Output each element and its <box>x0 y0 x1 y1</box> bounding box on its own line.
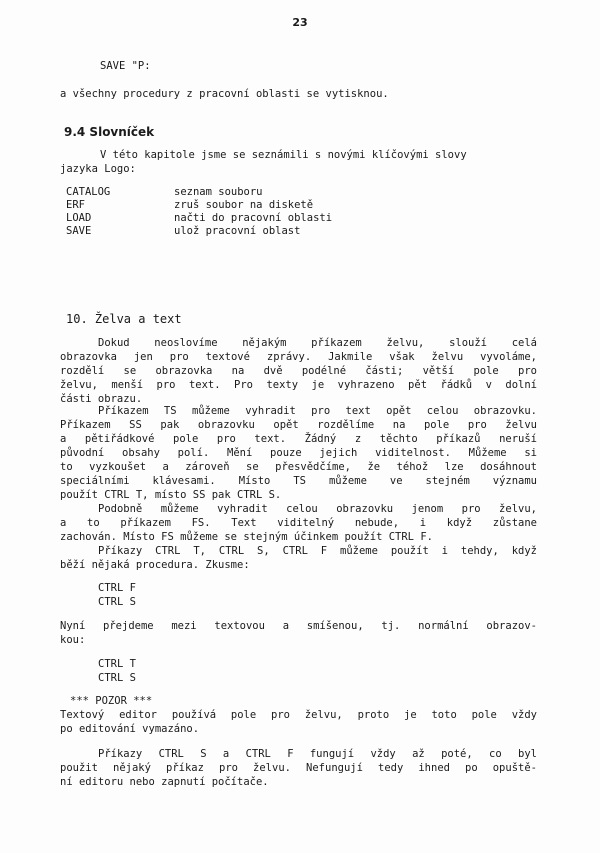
paragraph-line: Příkazy CTRL S a CTRL F fungují vždy až poté, co byl <box>98 748 537 760</box>
glossary-row <box>66 199 313 211</box>
code-line: CTRL S <box>98 596 136 608</box>
save-command-line: SAVE "P: <box>100 60 151 72</box>
page-number: 23 <box>292 16 308 29</box>
glossary-description: zruš soubor na disketě <box>174 199 314 211</box>
paragraph-line: speciálními klávesami. Místo TS můžeme ve stejném významu <box>60 475 537 487</box>
glossary-row <box>66 212 332 224</box>
paragraph-line: Příkazem SS pak obrazovku opět rozdělíme na pole pro želvu <box>60 419 537 431</box>
paragraph-line: Nyní přejdeme mezi textovou a smíšenou, tj. normální obrazov- <box>60 620 537 632</box>
section-heading-9-4: 9.4 Slovníček <box>64 125 155 139</box>
paragraph-line: obrazovka jen pro textové zprávy. Jakmile však želvu vyvoláme, <box>60 351 537 363</box>
paragraph-line: Dokud neoslovíme nějakým příkazem želvu, slouží celá <box>98 337 537 349</box>
save-result-text: a všechny procedury z pracovní oblasti se vytisknou. <box>60 88 389 100</box>
section-heading-10: 10. Želva a text <box>66 312 182 326</box>
paragraph-line: Podobně můžeme vyhradit celou obrazovku jenom pro želvu, <box>98 503 537 515</box>
glossary-command: LOAD <box>66 212 92 224</box>
glossary-command: ERF <box>66 199 85 211</box>
paragraph-line: použít CTRL T, místo SS pak CTRL S. <box>60 489 282 501</box>
warning-line: Textový editor používá pole pro želvu, proto je toto pole vždy <box>60 709 537 721</box>
paragraph-line: kou: <box>60 634 86 646</box>
paragraph-line: to vyzkoušet a zároveň se přesvědčíme, že téhož lze dosáhnout <box>60 461 537 473</box>
warning-line: po editování vymazáno. <box>60 723 200 735</box>
paragraph-line: Příkazem TS můžeme vyhradit pro text opět celou obrazovku. <box>98 405 537 417</box>
paragraph-line: želvu, menší pro text. Pro texty je vyhrazeno pět řádků v dolní <box>60 379 537 391</box>
glossary-description: ulož pracovní oblast <box>174 225 301 237</box>
section-intro-line-2: jazyka Logo: <box>60 163 136 175</box>
paragraph-line: běží nějaká procedura. Zkusme: <box>60 559 250 571</box>
warning-title: *** POZOR *** <box>70 695 153 707</box>
paragraph-line: a pětiřádkové pole pro text. Žádný z těchto příkazů neruší <box>60 433 537 445</box>
paragraph-line: Příkazy CTRL T, CTRL S, CTRL F můžeme použít i tehdy, když <box>98 545 537 557</box>
paragraph-line: původní obsahy polí. Mění pouze jejich viditelnost. Můžeme si <box>60 447 537 459</box>
paragraph-line: a to příkazem FS. Text viditelný nebude, i když zůstane <box>60 517 537 529</box>
glossary-row <box>66 186 263 198</box>
code-line: CTRL S <box>98 672 136 684</box>
glossary-command: CATALOG <box>66 186 111 198</box>
glossary-command: SAVE <box>66 225 92 237</box>
code-line: CTRL T <box>98 658 136 670</box>
glossary-description: seznam souboru <box>174 186 263 198</box>
section-intro-line-1: V této kapitole jsme se seznámili s novými klíčovými slovy <box>100 149 467 161</box>
paragraph-line: použit nějaký příkaz pro želvu. Nefungují tedy ihned po opuště- <box>60 762 537 774</box>
paragraph-line: rozdělí se obrazovka na dvě podélné části; větší pole pro <box>60 365 537 377</box>
glossary-description: načti do pracovní oblasti <box>174 212 333 224</box>
paragraph-line: části obrazu. <box>60 393 143 405</box>
code-line: CTRL F <box>98 582 136 594</box>
paragraph-line: zachován. Místo FS můžeme se stejným účinkem použít CTRL F. <box>60 531 433 543</box>
glossary-row <box>66 225 300 237</box>
paragraph-line: ní editoru nebo zapnutí počítače. <box>60 776 269 788</box>
